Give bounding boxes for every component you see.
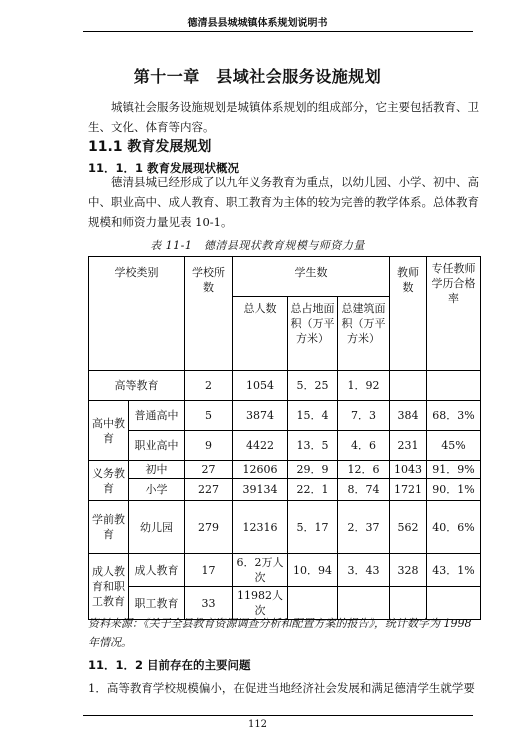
row-group: 成人教育和职工教育 bbox=[89, 554, 129, 620]
row-category: 成人教育 bbox=[129, 554, 185, 587]
cell-teachers bbox=[390, 371, 427, 401]
cell-schools: 5 bbox=[185, 401, 233, 431]
table-row bbox=[89, 501, 481, 554]
cell-total: 12316 bbox=[233, 501, 288, 554]
header-school-type: 学校类别 bbox=[89, 257, 185, 371]
cell-rate: 91．9% bbox=[427, 461, 481, 479]
cell-teachers: 1721 bbox=[390, 479, 427, 501]
body-paragraph-2: 1．高等教育学校规模偏小，在促进当地经济社会发展和满足德清学生就学要 bbox=[88, 681, 475, 695]
table-row bbox=[89, 371, 481, 401]
body-paragraph-1: 德清县城已经形成了以九年义务教育为重点，以幼儿园、小学、初中、高中、职业高中、成人教育、职工教育为主体的较为完善的教学体系。总体教育规模和师资力量见表 10-1。 bbox=[88, 175, 479, 229]
row-category: 普通高中 bbox=[129, 401, 185, 431]
cell-rate: 40．6% bbox=[427, 501, 481, 554]
cell-total: 11982人次 bbox=[233, 587, 288, 620]
cell-teachers: 384 bbox=[390, 401, 427, 431]
row-category: 幼儿园 bbox=[129, 501, 185, 554]
row-category: 初中 bbox=[129, 461, 185, 479]
header-teachers: 教师数 bbox=[390, 257, 427, 371]
row-category: 小学 bbox=[129, 479, 185, 501]
table-caption: 表 11-1 德清县现状教育规模与师资力量 bbox=[150, 239, 365, 252]
header-qualified-rate: 专任教师学历合格率 bbox=[427, 257, 481, 371]
header-divider bbox=[83, 31, 473, 32]
header-building-area: 总建筑面积（万平方米） bbox=[338, 297, 390, 371]
running-header: 德清县县城城镇体系规划说明书 bbox=[187, 18, 328, 29]
cell-schools: 9 bbox=[185, 431, 233, 461]
row-group: 义务教育 bbox=[89, 461, 129, 501]
cell-rate: 90．1% bbox=[427, 479, 481, 501]
row-category: 高等教育 bbox=[89, 371, 185, 401]
cell-total: 6．2万人次 bbox=[233, 554, 288, 587]
education-table bbox=[88, 256, 481, 620]
row-group: 学前教育 bbox=[89, 501, 129, 554]
cell-total: 39134 bbox=[233, 479, 288, 501]
cell-schools: 27 bbox=[185, 461, 233, 479]
cell-total: 1054 bbox=[233, 371, 288, 401]
cell-building: 4．6 bbox=[338, 431, 390, 461]
source-note: 资料来源：《关于全县教育资源调查分析和配置方案的报告》，统计数字为 1998 年情况。 bbox=[88, 617, 472, 649]
cell-schools: 279 bbox=[185, 501, 233, 554]
cell-building: 2．37 bbox=[338, 501, 390, 554]
subsection-heading-1: 11．1．1 教育发展现状概况 bbox=[88, 161, 240, 175]
cell-teachers: 328 bbox=[390, 554, 427, 587]
cell-land: 10．94 bbox=[288, 554, 338, 587]
cell-building: 3．43 bbox=[338, 554, 390, 587]
cell-land: 22．1 bbox=[288, 479, 338, 501]
cell-schools: 2 bbox=[185, 371, 233, 401]
cell-total: 3874 bbox=[233, 401, 288, 431]
cell-teachers: 562 bbox=[390, 501, 427, 554]
cell-schools: 17 bbox=[185, 554, 233, 587]
cell-rate bbox=[427, 371, 481, 401]
footer-divider bbox=[83, 715, 473, 716]
cell-rate: 43．1% bbox=[427, 554, 481, 587]
cell-building: 1．92 bbox=[338, 371, 390, 401]
cell-land: 15．4 bbox=[288, 401, 338, 431]
cell-schools: 33 bbox=[185, 587, 233, 620]
page-number: 112 bbox=[247, 719, 268, 730]
cell-teachers: 1043 bbox=[390, 461, 427, 479]
cell-rate: 68．3% bbox=[427, 401, 481, 431]
cell-schools: 227 bbox=[185, 479, 233, 501]
chapter-title: 第十一章 县域社会服务设施规划 bbox=[133, 67, 382, 86]
cell-building: 12．6 bbox=[338, 461, 390, 479]
intro-paragraph: 城镇社会服务设施规划是城镇体系规划的组成部分，它主要包括教育、卫生、文化、体育等内容。 bbox=[88, 100, 479, 134]
header-students: 学生数 bbox=[233, 257, 390, 297]
cell-rate: 45% bbox=[427, 431, 481, 461]
row-category: 职业高中 bbox=[129, 431, 185, 461]
table-row bbox=[89, 461, 481, 479]
table-row bbox=[89, 431, 481, 461]
cell-land: 5．17 bbox=[288, 501, 338, 554]
row-category: 职工教育 bbox=[129, 587, 185, 620]
section-heading: 11.1 教育发展规划 bbox=[88, 139, 212, 155]
cell-land: 13．5 bbox=[288, 431, 338, 461]
row-group: 高中教育 bbox=[89, 401, 129, 461]
subsection-heading-2: 11．1．2 目前存在的主要问题 bbox=[88, 658, 251, 672]
table-row bbox=[89, 401, 481, 431]
cell-land: 5．25 bbox=[288, 371, 338, 401]
cell-building: 8．74 bbox=[338, 479, 390, 501]
cell-total: 4422 bbox=[233, 431, 288, 461]
header-total: 总人数 bbox=[233, 297, 288, 371]
cell-teachers: 231 bbox=[390, 431, 427, 461]
cell-total: 12606 bbox=[233, 461, 288, 479]
cell-land: 29．9 bbox=[288, 461, 338, 479]
table-row bbox=[89, 479, 481, 501]
table-row bbox=[89, 554, 481, 587]
header-land-area: 总占地面积（万平方米） bbox=[288, 297, 338, 371]
header-school-count: 学校所数 bbox=[185, 257, 233, 371]
cell-building: 7．3 bbox=[338, 401, 390, 431]
